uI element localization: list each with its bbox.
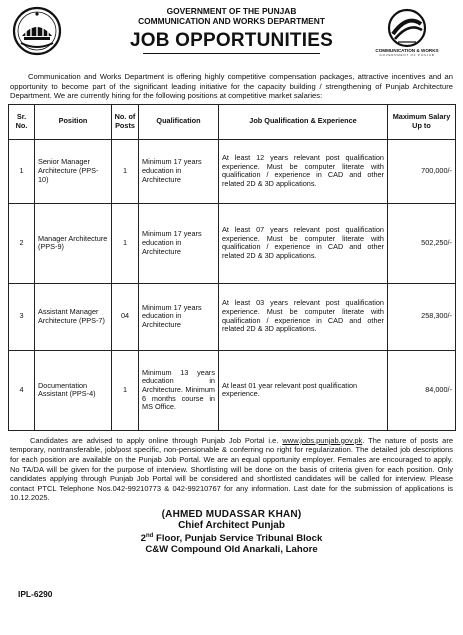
header-qualification: Qualification [139,104,219,139]
cell-sr-no: 3 [9,283,35,350]
address-line-1-rest: Floor, Punjab Service Tribunal Block [153,533,323,545]
government-line: GOVERNMENT OF THE PUNJAB [166,6,297,16]
header-position: Position [35,104,112,139]
cell-sr-no: 4 [9,350,35,430]
cell-qualification: Minimum 17 years education in Architecture [139,139,219,203]
cell-sr-no: 1 [9,139,35,203]
ipl-reference: IPL-6290 [18,589,53,599]
signer-name: (AHMED MUDASSAR KHAN) [161,508,302,520]
cell-experience: At least 03 years relevant post qualification experience. Must be computer literate with qualification / experience in CAD and other related 2D & 3D applications. [219,283,388,350]
header-salary: Maximum Salary Up to [388,104,456,139]
table-row [9,139,456,203]
floor-number: 2 [140,533,146,545]
cell-posts: 1 [112,203,139,283]
header-sr-no: Sr. No. [9,104,35,139]
cw-emblem-icon [387,8,427,48]
table-row [9,283,456,350]
cell-salary: 84,000/- [388,350,456,430]
cell-position: Documentation Assistant (PPS-4) [35,350,112,430]
page-title: JOB OPPORTUNITIES [130,30,333,51]
cw-logo [363,8,451,70]
department-line: COMMUNICATION AND WORKS DEPARTMENT [138,16,325,26]
cw-logo-subcaption: GOVERNMENT OF PUNJAB [379,53,435,57]
cell-posts: 04 [112,283,139,350]
cell-salary: 502,250/- [388,203,456,283]
cell-position: Senior Manager Architecture (PPS-10) [35,139,112,203]
header [8,4,455,72]
table-row [9,350,456,430]
cell-qualification: Minimum 17 years education in Architecture [139,203,219,283]
cell-qualification: Minimum 13 years education in Architecture. Minimum 6 months course in MS Office. [139,350,219,430]
signer-address-line-1 [8,531,455,544]
jobs-table [8,104,456,431]
notes-intro: Candidates are advised to apply online through Punjab Job Portal i.e. [30,435,283,445]
intro-paragraph: Communication and Works Department is offering highly competitive compensation packages, attractive incentives and an opportunity to become part of the significant leading initiative for the capacity building / strengthening of Punjab Architecture Department. We are currently hiring for the following positions at competitive market salaries: [10,72,453,101]
cell-experience: At least 01 year relevant post qualification experience. [219,350,388,430]
cell-salary: 700,000/- [388,139,456,203]
notes-body: . The nature of posts are temporary, nontransferable, job/post specific, non-pensionable & conferring no right for regularization. The detailed job descriptions for each position are available on the Punjab Job Portal. We are an equal opportunity employer. Females are encouraged to apply. No TA/DA will be given for the purpose of interview. Shortlisting will be done on the basis of criteria given for each position. Only candidates applying through Punjab Job Portal will be considered and shortlisted candidates will be called for interview. Please contact PTCL Telephone Nos.042-99210773 & 042-99210767 for any information. Last date for the submission of applications is 10.12.2025. [10,435,453,503]
signature-block [8,509,455,555]
header-posts: No. of Posts [112,104,139,139]
header-experience: Job Qualification & Experience [219,104,388,139]
cell-posts: 1 [112,139,139,203]
cell-experience: At least 07 years relevant post qualification experience. Must be computer literate with qualification / experience in CAD and other related 2D & 3D applications. [219,203,388,283]
table-row [9,203,456,283]
signer-address-line-2: C&W Compound Old Anarkali, Lahore [145,544,318,556]
floor-ordinal: nd [145,532,154,539]
title-underline [143,53,320,54]
cell-qualification: Minimum 17 years education in Architecture [139,283,219,350]
cw-logo-caption: COMMUNICATION & WORKS [375,48,439,53]
cell-position: Manager Architecture (PPS-9) [35,203,112,283]
instructions-paragraph [10,436,453,503]
table-header-row [9,104,456,139]
cell-salary: 258,300/- [388,283,456,350]
cell-experience: At least 12 years relevant post qualification experience. Must be computer literate with qualification / experience in CAD and other related 2D & 3D applications. [219,139,388,203]
cell-sr-no: 2 [9,203,35,283]
signer-designation: Chief Architect Punjab [178,519,285,531]
cell-position: Assistant Manager Architecture (PPS-7) [35,283,112,350]
job-portal-link[interactable]: www.jobs.punjab.gov.pk [282,435,363,445]
cell-posts: 1 [112,350,139,430]
